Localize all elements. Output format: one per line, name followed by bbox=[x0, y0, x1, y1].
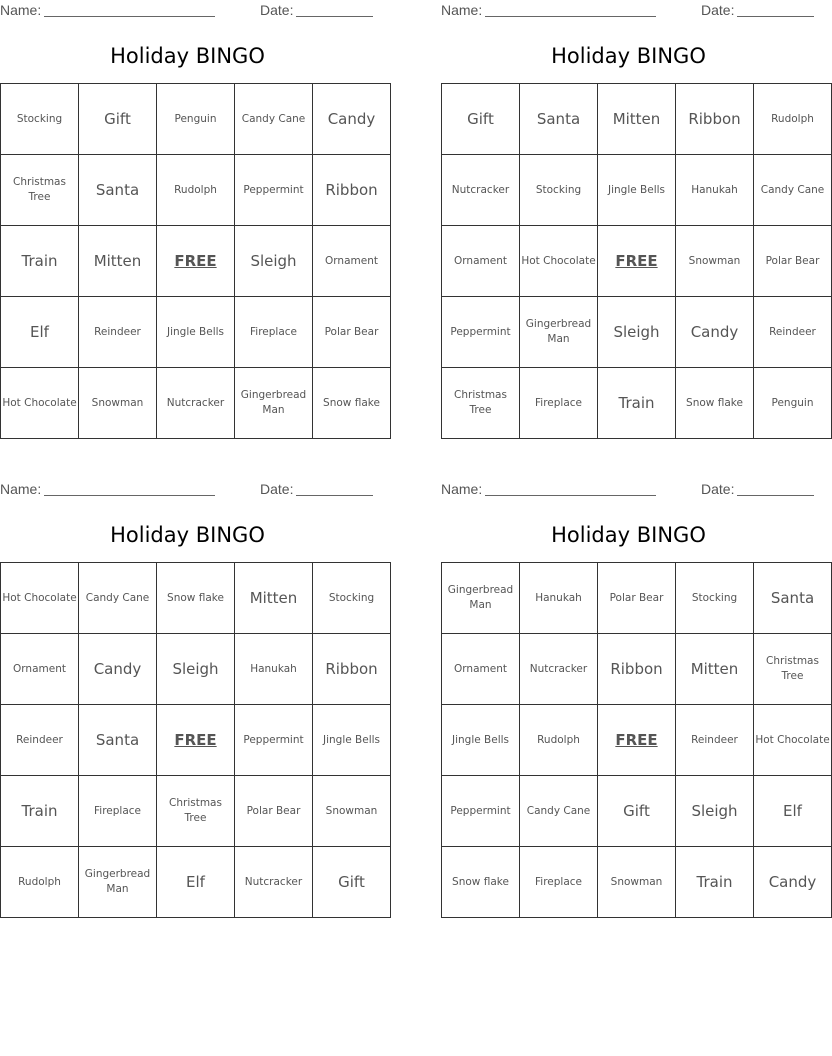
bingo-cell[interactable]: Peppermint bbox=[235, 155, 313, 226]
name-blank[interactable] bbox=[44, 481, 215, 496]
grid-row bbox=[442, 226, 832, 297]
bingo-cell[interactable]: Snowman bbox=[313, 776, 391, 847]
bingo-cell[interactable]: Jingle Bells bbox=[157, 297, 235, 368]
bingo-cell[interactable]: Ribbon bbox=[313, 634, 391, 705]
name-date-line bbox=[441, 2, 816, 20]
bingo-grid bbox=[441, 83, 832, 439]
grid-row bbox=[1, 705, 391, 776]
date-label: Date: bbox=[701, 2, 735, 18]
bingo-cell[interactable]: Gingerbread Man bbox=[520, 297, 598, 368]
bingo-cell[interactable]: Elf bbox=[157, 847, 235, 918]
name-blank[interactable] bbox=[485, 481, 656, 496]
bingo-cell[interactable]: Snow flake bbox=[157, 563, 235, 634]
bingo-cell[interactable]: Rudolph bbox=[1, 847, 79, 918]
free-space[interactable]: FREE bbox=[157, 705, 235, 776]
bingo-cell[interactable]: Candy Cane bbox=[79, 563, 157, 634]
bingo-cell[interactable]: Ornament bbox=[442, 634, 520, 705]
bingo-cell[interactable]: Ornament bbox=[1, 634, 79, 705]
bingo-cell[interactable]: Gift bbox=[442, 84, 520, 155]
bingo-cell[interactable]: Peppermint bbox=[235, 705, 313, 776]
free-space[interactable]: FREE bbox=[598, 705, 676, 776]
grid-row bbox=[1, 297, 391, 368]
grid-row bbox=[442, 776, 832, 847]
bingo-cell[interactable]: Ribbon bbox=[676, 84, 754, 155]
bingo-cell[interactable]: Jingle Bells bbox=[442, 705, 520, 776]
bingo-cell[interactable]: Hot Chocolate bbox=[1, 563, 79, 634]
bingo-cell[interactable]: Gingerbread Man bbox=[442, 563, 520, 634]
bingo-cell[interactable]: Candy bbox=[676, 297, 754, 368]
bingo-cell[interactable]: Fireplace bbox=[79, 776, 157, 847]
bingo-cell[interactable]: Train bbox=[676, 847, 754, 918]
bingo-cell[interactable]: Candy bbox=[313, 84, 391, 155]
bingo-cell[interactable]: Train bbox=[598, 368, 676, 439]
grid-row bbox=[1, 226, 391, 297]
date-blank[interactable] bbox=[737, 2, 814, 17]
bingo-card-3 bbox=[0, 479, 381, 914]
name-field[interactable] bbox=[441, 2, 656, 18]
bingo-cell[interactable]: Snow flake bbox=[442, 847, 520, 918]
bingo-cell[interactable]: Ribbon bbox=[598, 634, 676, 705]
bingo-cell[interactable]: Nutcracker bbox=[442, 155, 520, 226]
date-field[interactable] bbox=[260, 2, 373, 18]
bingo-cell[interactable]: Mitten bbox=[676, 634, 754, 705]
bingo-grid bbox=[0, 562, 391, 918]
name-date-line bbox=[0, 481, 375, 499]
grid-row bbox=[442, 84, 832, 155]
grid-row bbox=[442, 847, 832, 918]
bingo-cell[interactable]: Rudolph bbox=[520, 705, 598, 776]
bingo-cell[interactable]: Snow flake bbox=[313, 368, 391, 439]
bingo-cell[interactable]: Gift bbox=[598, 776, 676, 847]
bingo-cell[interactable]: Stocking bbox=[520, 155, 598, 226]
grid-row bbox=[1, 634, 391, 705]
free-space[interactable]: FREE bbox=[157, 226, 235, 297]
bingo-cell[interactable]: Fireplace bbox=[235, 297, 313, 368]
bingo-cell[interactable]: Nutcracker bbox=[157, 368, 235, 439]
bingo-cell[interactable]: Gingerbread Man bbox=[79, 847, 157, 918]
bingo-cell[interactable]: Reindeer bbox=[754, 297, 832, 368]
grid-row bbox=[1, 84, 391, 155]
bingo-cell[interactable]: Snowman bbox=[676, 226, 754, 297]
bingo-cell[interactable]: Reindeer bbox=[1, 705, 79, 776]
bingo-cell[interactable]: Sleigh bbox=[676, 776, 754, 847]
bingo-cell[interactable]: Peppermint bbox=[442, 776, 520, 847]
bingo-cell[interactable]: Penguin bbox=[754, 368, 832, 439]
bingo-cell[interactable]: Ornament bbox=[442, 226, 520, 297]
bingo-cell[interactable]: Santa bbox=[520, 84, 598, 155]
name-date-line bbox=[441, 481, 816, 499]
bingo-cell[interactable]: Polar Bear bbox=[754, 226, 832, 297]
grid-row bbox=[442, 368, 832, 439]
bingo-cell[interactable]: Candy Cane bbox=[754, 155, 832, 226]
name-label: Name: bbox=[441, 481, 483, 497]
bingo-cell[interactable]: Polar Bear bbox=[313, 297, 391, 368]
bingo-card-1 bbox=[0, 0, 380, 435]
bingo-cell[interactable]: Polar Bear bbox=[598, 563, 676, 634]
bingo-cell[interactable]: Candy Cane bbox=[235, 84, 313, 155]
bingo-cell[interactable]: Hanukah bbox=[520, 563, 598, 634]
bingo-cell[interactable]: Elf bbox=[1, 297, 79, 368]
date-blank[interactable] bbox=[296, 481, 373, 496]
bingo-cell[interactable]: Hanukah bbox=[235, 634, 313, 705]
bingo-cell[interactable]: Fireplace bbox=[520, 368, 598, 439]
bingo-cell[interactable]: Gift bbox=[79, 84, 157, 155]
date-label: Date: bbox=[260, 2, 294, 18]
date-blank[interactable] bbox=[737, 481, 814, 496]
bingo-cell[interactable]: Stocking bbox=[676, 563, 754, 634]
name-field[interactable] bbox=[0, 481, 215, 497]
grid-row bbox=[1, 155, 391, 226]
date-label: Date: bbox=[260, 481, 294, 497]
bingo-cell[interactable]: Christmas Tree bbox=[442, 368, 520, 439]
grid-row bbox=[442, 705, 832, 776]
bingo-cell[interactable]: Santa bbox=[754, 563, 832, 634]
bingo-cell[interactable]: Nutcracker bbox=[520, 634, 598, 705]
name-label: Name: bbox=[441, 2, 483, 18]
grid-row bbox=[442, 155, 832, 226]
grid-row bbox=[442, 297, 832, 368]
bingo-cell[interactable]: Sleigh bbox=[235, 226, 313, 297]
bingo-cell[interactable]: Candy bbox=[79, 634, 157, 705]
bingo-grid bbox=[441, 562, 832, 918]
bingo-cell[interactable]: Train bbox=[1, 776, 79, 847]
card-title: Holiday BINGO bbox=[110, 523, 265, 547]
bingo-cell[interactable]: Penguin bbox=[157, 84, 235, 155]
bingo-cell[interactable]: Jingle Bells bbox=[313, 705, 391, 776]
name-field[interactable] bbox=[0, 2, 215, 18]
bingo-cell[interactable]: Nutcracker bbox=[235, 847, 313, 918]
bingo-cell[interactable]: Rudolph bbox=[157, 155, 235, 226]
name-label: Name: bbox=[0, 2, 42, 18]
bingo-cell[interactable]: Candy bbox=[754, 847, 832, 918]
bingo-cell[interactable]: Reindeer bbox=[676, 705, 754, 776]
bingo-cell[interactable]: Mitten bbox=[235, 563, 313, 634]
bingo-cell[interactable]: Stocking bbox=[1, 84, 79, 155]
date-label: Date: bbox=[701, 481, 735, 497]
bingo-cell[interactable]: Snowman bbox=[79, 368, 157, 439]
date-blank[interactable] bbox=[296, 2, 373, 17]
bingo-cell[interactable]: Snow flake bbox=[676, 368, 754, 439]
bingo-cell[interactable]: Christmas Tree bbox=[754, 634, 832, 705]
bingo-cell[interactable]: Mitten bbox=[79, 226, 157, 297]
grid-row bbox=[1, 847, 391, 918]
bingo-cell[interactable]: Hot Chocolate bbox=[520, 226, 598, 297]
date-field[interactable] bbox=[701, 2, 814, 18]
bingo-cell[interactable]: Train bbox=[1, 226, 79, 297]
bingo-cell[interactable]: Polar Bear bbox=[235, 776, 313, 847]
grid-row bbox=[442, 634, 832, 705]
bingo-cell[interactable]: Sleigh bbox=[598, 297, 676, 368]
grid-row bbox=[442, 563, 832, 634]
bingo-cell[interactable]: Snowman bbox=[598, 847, 676, 918]
bingo-cell[interactable]: Jingle Bells bbox=[598, 155, 676, 226]
bingo-cell[interactable]: Candy Cane bbox=[520, 776, 598, 847]
card-title: Holiday BINGO bbox=[110, 44, 265, 68]
bingo-cell[interactable]: Christmas Tree bbox=[157, 776, 235, 847]
bingo-cell[interactable]: Reindeer bbox=[79, 297, 157, 368]
name-field[interactable] bbox=[441, 481, 656, 497]
bingo-grid bbox=[0, 83, 391, 439]
bingo-cell[interactable]: Santa bbox=[79, 155, 157, 226]
grid-row bbox=[1, 776, 391, 847]
bingo-cell[interactable]: Gift bbox=[313, 847, 391, 918]
bingo-cell[interactable]: Hot Chocolate bbox=[1, 368, 79, 439]
date-field[interactable] bbox=[701, 481, 814, 497]
bingo-cell[interactable]: Christmas Tree bbox=[1, 155, 79, 226]
date-field[interactable] bbox=[260, 481, 373, 497]
bingo-cell[interactable]: Elf bbox=[754, 776, 832, 847]
free-space[interactable]: FREE bbox=[598, 226, 676, 297]
bingo-cell[interactable]: Hanukah bbox=[676, 155, 754, 226]
bingo-cell[interactable]: Peppermint bbox=[442, 297, 520, 368]
bingo-cell[interactable]: Stocking bbox=[313, 563, 391, 634]
name-blank[interactable] bbox=[44, 2, 215, 17]
bingo-card-2 bbox=[441, 0, 825, 435]
grid-row bbox=[1, 368, 391, 439]
bingo-cell[interactable]: Sleigh bbox=[157, 634, 235, 705]
bingo-cell[interactable]: Gingerbread Man bbox=[235, 368, 313, 439]
bingo-cell[interactable]: Santa bbox=[79, 705, 157, 776]
name-blank[interactable] bbox=[485, 2, 656, 17]
name-label: Name: bbox=[0, 481, 42, 497]
bingo-cell[interactable]: Fireplace bbox=[520, 847, 598, 918]
bingo-cell[interactable]: Hot Chocolate bbox=[754, 705, 832, 776]
name-date-line bbox=[0, 2, 375, 20]
grid-row bbox=[1, 563, 391, 634]
bingo-cell[interactable]: Rudolph bbox=[754, 84, 832, 155]
bingo-cell[interactable]: Mitten bbox=[598, 84, 676, 155]
card-title: Holiday BINGO bbox=[551, 523, 706, 547]
bingo-cell[interactable]: Ribbon bbox=[313, 155, 391, 226]
bingo-cell[interactable]: Ornament bbox=[313, 226, 391, 297]
card-title: Holiday BINGO bbox=[551, 44, 706, 68]
bingo-card-4 bbox=[441, 479, 830, 914]
